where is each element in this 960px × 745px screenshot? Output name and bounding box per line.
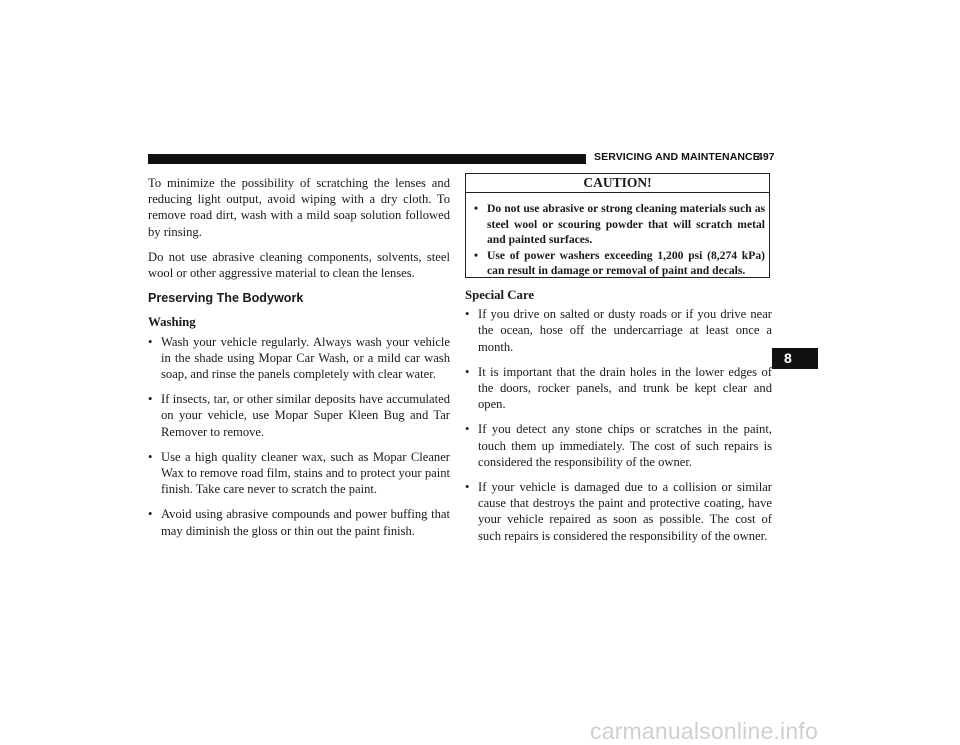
bullet-icon: • (465, 307, 470, 322)
watermark: carmanualsonline.info (590, 718, 818, 744)
list-item-text: Avoid using abrasive compounds and power buffing that may diminish the gloss or thin out the paint finish. (161, 507, 450, 538)
sub-heading-washing: Washing (148, 315, 196, 330)
caution-list (466, 193, 769, 279)
chapter-tab: 8 (772, 348, 818, 369)
caution-box (465, 173, 770, 278)
caution-title: CAUTION! (466, 174, 769, 193)
list-item-text: Wash your vehicle regularly. Always wash your vehicle in the shade using Mopar Car Wash, or a mild car wash soap, and rinse the panels completely with clear water. (161, 334, 450, 382)
caution-item-text: Do not use abrasive or strong cleaning materials such as steel wool or scouring powder that will scratch metal and painted surfaces. (487, 202, 765, 247)
list-item-text: If you detect any stone chips or scratches in the paint, touch them up immediately. The cost of such repairs is considered the responsibility of the owner. (478, 422, 772, 469)
list-item-text: If you drive on salted or dusty roads or if you drive near the ocean, hose off the undercarriage at least once a month. (478, 307, 772, 354)
header-rule (148, 154, 586, 164)
section-title: SERVICING AND MAINTENANCE (594, 151, 760, 163)
bullet-icon: • (465, 364, 470, 379)
list-item (148, 506, 450, 538)
list-item (148, 391, 450, 440)
right-column (465, 287, 772, 553)
bullet-icon: • (465, 480, 470, 495)
list-item-text: It is important that the drain holes in the lower edges of the doors, rocker panels, and trunk be kept clear and open. (478, 364, 772, 412)
list-item (465, 306, 772, 355)
bullet-icon: • (148, 392, 153, 407)
bullet-icon: • (148, 507, 153, 522)
list-item (465, 479, 772, 544)
caution-item (474, 248, 765, 279)
washing-list (148, 334, 450, 539)
bullet-icon: • (148, 449, 153, 464)
left-column (148, 175, 450, 548)
paragraph-lens-cleaners: Do not use abrasive cleaning components, solvents, steel wool or other aggressive material to clean the lenses. (148, 249, 450, 281)
sub-heading-special-care: Special Care (465, 288, 535, 302)
special-care-list (465, 306, 772, 544)
list-item-text: If your vehicle is damaged due to a collision or similar cause that destroys the paint and protective coating, have your vehicle repaired as soon as possible. The cost of such repairs is considered the responsibility of the owner. (478, 480, 772, 543)
list-item (465, 364, 772, 413)
list-item-text: If insects, tar, or other similar deposits have accumulated on your vehicle, use Mopar Super Kleen Bug and Tar Remover to remove. (161, 392, 450, 439)
page-number: 497 (757, 151, 775, 163)
bullet-icon: • (465, 422, 470, 437)
bullet-icon: • (148, 334, 153, 349)
section-heading: Preserving The Bodywork (148, 291, 304, 306)
list-item (148, 334, 450, 383)
caution-item-text: Use of power washers exceeding 1,200 psi (8,274 kPa) can result in damage or removal of paint and decals. (487, 248, 765, 278)
paragraph-lens-wiping: To minimize the possibility of scratching the lenses and reducing light output, avoid wiping with a dry cloth. To remove road dirt, wash with a mild soap solution followed by rinsing. (148, 176, 450, 239)
list-item (148, 449, 450, 498)
list-item (465, 421, 772, 470)
bullet-icon: • (474, 248, 479, 262)
caution-item (474, 201, 765, 248)
bullet-icon: • (474, 202, 479, 215)
list-item-text: Use a high quality cleaner wax, such as Mopar Cleaner Wax to remove road film, stains and to protect your paint finish. Take care never to scratch the paint. (161, 449, 450, 497)
